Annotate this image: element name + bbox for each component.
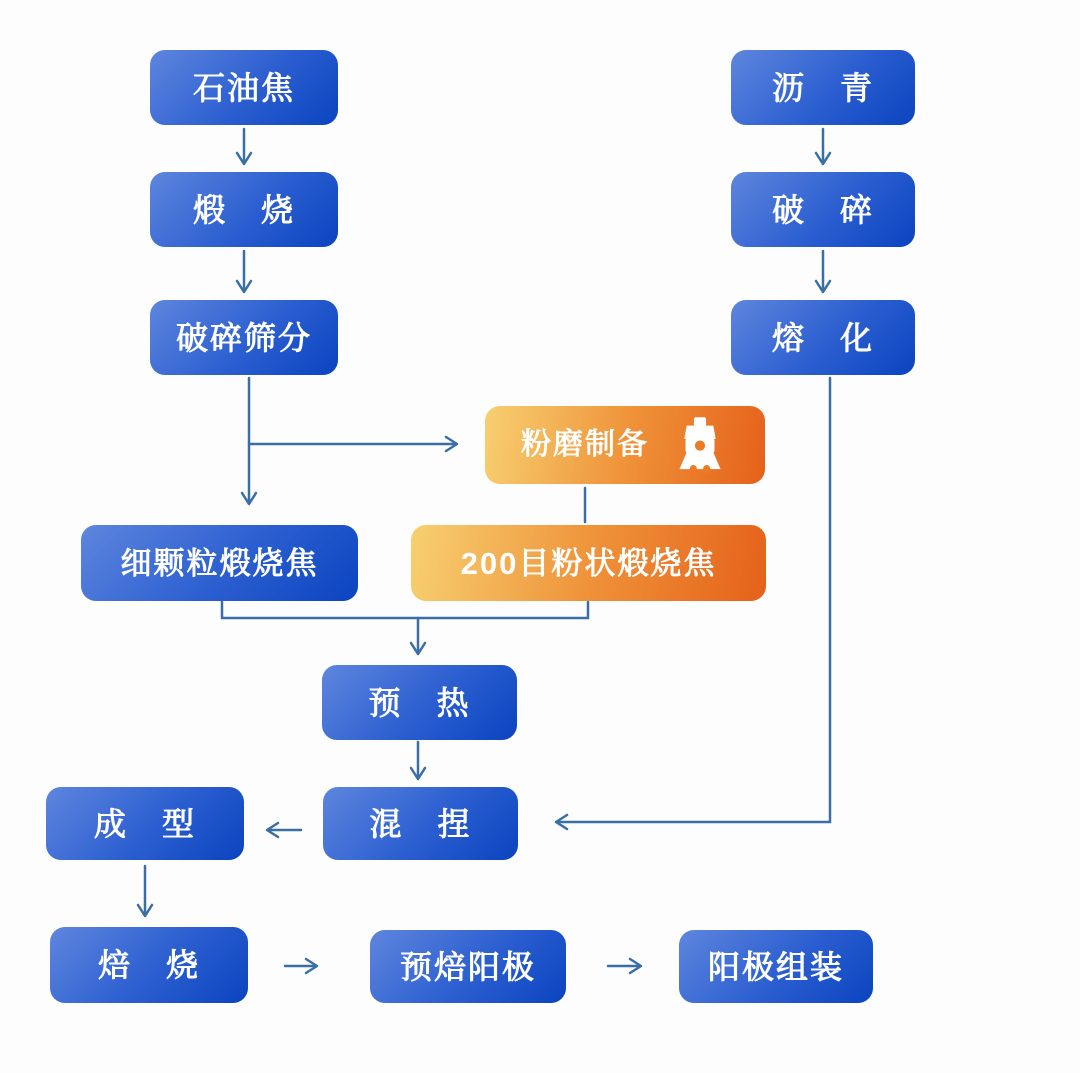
node-fine-calcined-coke	[81, 525, 358, 601]
node-baking	[50, 927, 248, 1003]
node-label: 煅 烧	[192, 191, 295, 228]
node-prebaked-anode	[370, 930, 566, 1003]
node-grinding-prep	[485, 406, 765, 484]
node-label: 混 捏	[369, 805, 472, 842]
node-pitch	[731, 50, 915, 125]
mill-machine-icon	[671, 416, 729, 474]
node-label: 熔 化	[771, 319, 874, 356]
node-label: 焙 烧	[97, 947, 200, 983]
node-label: 石油焦	[192, 69, 295, 106]
node-crushing-screening	[150, 300, 338, 375]
node-melting	[731, 300, 915, 375]
node-calcination	[150, 172, 338, 247]
node-kneading	[323, 787, 518, 860]
node-label: 细颗粒煅烧焦	[120, 545, 319, 581]
node-label: 粉磨制备	[521, 428, 649, 461]
node-preheating	[322, 665, 517, 740]
node-label: 预 热	[368, 684, 471, 721]
node-forming	[46, 787, 244, 860]
node-label: 成 型	[93, 805, 196, 842]
node-label: 破碎筛分	[175, 319, 312, 356]
node-label: 阳极组装	[707, 948, 844, 985]
node-powder-calcined-coke	[411, 525, 766, 601]
node-label: 破 碎	[771, 191, 874, 228]
node-crushing	[731, 172, 915, 247]
node-label: 沥 青	[771, 69, 874, 106]
node-anode-assembly	[679, 930, 873, 1003]
node-petroleum-coke	[150, 50, 338, 125]
node-label: 200目粉状煅烧焦	[460, 545, 717, 581]
node-label: 预焙阳极	[399, 948, 536, 985]
